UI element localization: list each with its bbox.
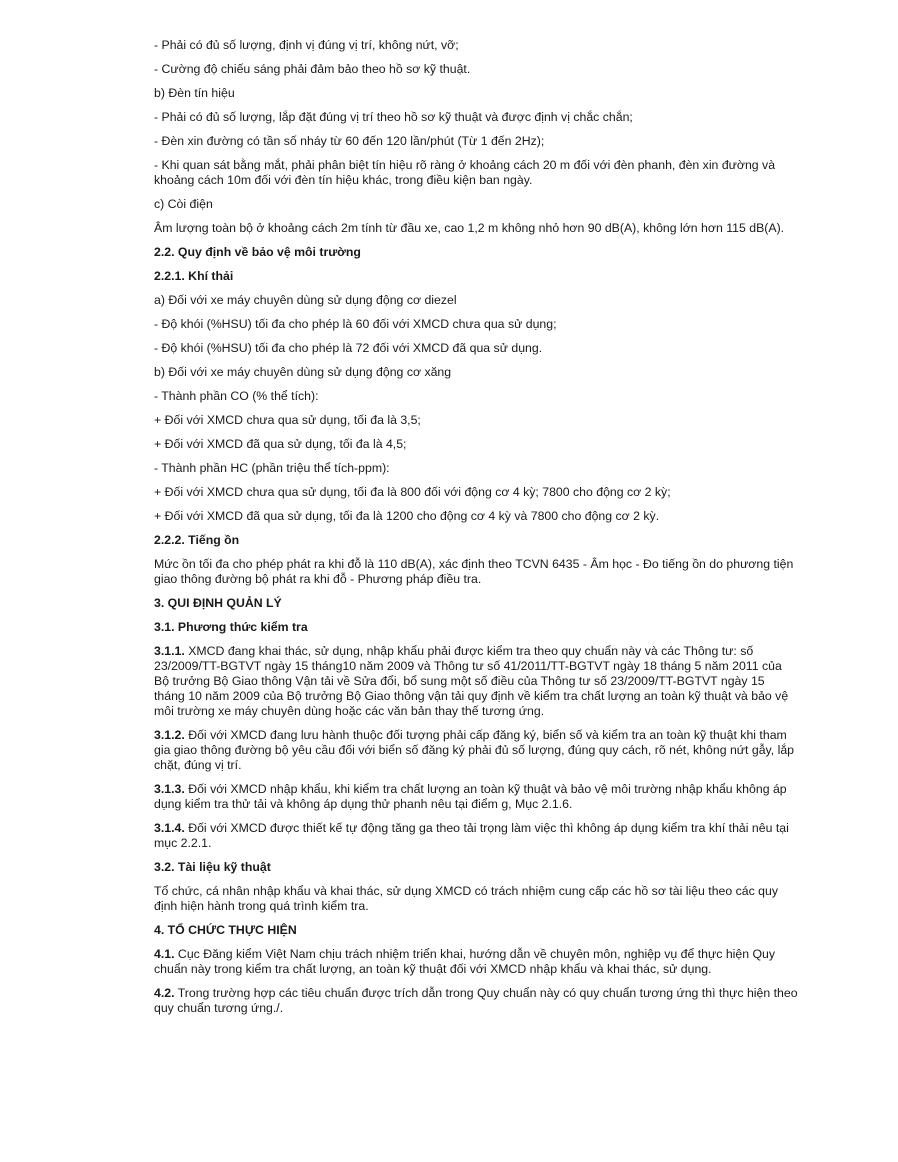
paragraph: Mức ồn tối đa cho phép phát ra khi đỗ là 110 dB(A), xác định theo TCVN 6435 - Âm học - Đo tiếng ồn do phương tiện giao thông đường bộ phát ra khi đỗ - Phương pháp điều tra. — [154, 557, 794, 586]
paragraph-number: 3.1.3. — [154, 782, 185, 796]
paragraph: - Thành phần CO (% thể tích): — [154, 389, 319, 403]
paragraph-number: 4.2. — [154, 986, 175, 1000]
paragraph: Âm lượng toàn bộ ở khoảng cách 2m tính từ đầu xe, cao 1,2 m không nhỏ hơn 90 dB(A), không lớn hơn 115 dB(A). — [154, 221, 785, 235]
paragraph: - Độ khói (%HSU) tối đa cho phép là 60 đối với XMCD chưa qua sử dụng; — [154, 317, 557, 331]
subsection-heading: 2.2.2. Tiếng ồn — [154, 533, 240, 547]
numbered-paragraph — [154, 821, 798, 851]
paragraph: - Phải có đủ số lượng, định vị đúng vị trí, không nứt, vỡ; — [154, 38, 459, 52]
numbered-paragraph — [154, 947, 798, 977]
paragraph: c) Còi điện — [154, 197, 213, 211]
paragraph: b) Đèn tín hiệu — [154, 86, 235, 100]
paragraph-number: 4.1. — [154, 947, 175, 961]
paragraph: + Đối với XMCD đã qua sử dụng, tối đa là 1200 cho động cơ 4 kỳ và 7800 cho động cơ 2 kỳ. — [154, 509, 660, 523]
paragraph-number: 3.1.1. — [154, 644, 185, 658]
paragraph: - Phải có đủ số lượng, lắp đặt đúng vị trí theo hồ sơ kỹ thuật và được định vị chắc chắn; — [154, 110, 633, 124]
paragraph: - Khi quan sát bằng mắt, phải phân biệt tín hiệu rõ ràng ở khoảng cách 20 m đối với đèn phanh, đèn xin đường và khoảng cách 10m đối với đèn tín hiệu khác, trong điều kiện ban ngày. — [154, 158, 776, 187]
paragraph-number: 3.1.2. — [154, 728, 185, 742]
paragraph: + Đối với XMCD chưa qua sử dụng, tối đa là 3,5; — [154, 413, 421, 427]
paragraph: + Đối với XMCD chưa qua sử dụng, tối đa là 800 đối với động cơ 4 kỳ; 7800 cho động cơ 2 kỳ; — [154, 485, 671, 499]
paragraph: b) Đối với xe máy chuyên dùng sử dụng động cơ xăng — [154, 365, 452, 379]
paragraph-text: Trong trường hợp các tiêu chuẩn được trích dẫn trong Quy chuẩn này có quy chuẩn tương ứng thì thực hiện theo quy chuẩn tương ứng./. — [154, 986, 798, 1015]
paragraph-text: XMCD đang khai thác, sử dụng, nhập khẩu phải được kiểm tra theo quy chuẩn này và các Thông tư: số 23/2009/TT-BGTVT ngày 15 tháng10 năm 2009 và Thông tư số 41/2011/TT-BGTVT ngày 18 tháng 5 năm 2011 của Bộ trưởng Bộ Giao thông Vận tải về Sửa đổi, bổ sung một số điều của Thông tư số 23/2009/TT-BGTVT ngày 15 tháng 10 năm 2009 của Bộ trưởng Bộ Giao thông vận tải quy định về kiểm tra chất lượng an toàn kỹ thuật và bảo vệ môi trường xe máy chuyên dùng hoặc các văn bản thay thế tương ứng. — [154, 644, 789, 718]
subsection-heading: 2.2.1. Khí thải — [154, 269, 234, 283]
section-heading: 2.2. Quy định về bảo vệ môi trường — [154, 245, 361, 259]
subsection-heading: 3.1. Phương thức kiểm tra — [154, 620, 308, 634]
paragraph-text: Đối với XMCD được thiết kế tự động tăng ga theo tải trọng làm việc thì không áp dụng kiểm tra khí thải nêu tại mục 2.2.1. — [154, 821, 789, 850]
section-heading: 4. TỔ CHỨC THỰC HIỆN — [154, 923, 297, 937]
numbered-paragraph — [154, 728, 798, 773]
paragraph: - Đèn xin đường có tần số nháy từ 60 đến 120 lần/phút (Từ 1 đến 2Hz); — [154, 134, 545, 148]
numbered-paragraph — [154, 644, 798, 719]
paragraph: a) Đối với xe máy chuyên dùng sử dụng động cơ diezel — [154, 293, 457, 307]
paragraph: - Độ khói (%HSU) tối đa cho phép là 72 đối với XMCD đã qua sử dụng. — [154, 341, 543, 355]
paragraph: - Thành phần HC (phần triệu thể tích-ppm): — [154, 461, 390, 475]
numbered-paragraph — [154, 986, 798, 1016]
paragraph: - Cường độ chiếu sáng phải đảm bảo theo hồ sơ kỹ thuật. — [154, 62, 471, 76]
subsection-heading: 3.2. Tài liệu kỹ thuật — [154, 860, 271, 874]
paragraph-number: 3.1.4. — [154, 821, 185, 835]
section-heading: 3. QUI ĐỊNH QUẢN LÝ — [154, 596, 282, 610]
paragraph-text: Đối với XMCD đang lưu hành thuộc đối tượng phải cấp đăng ký, biển số và kiểm tra an toàn kỹ thuật khi tham gia giao thông đường bộ yêu cầu đối với biển số đăng ký phải đủ số lượng, đúng quy cách, rõ nét, không nứt gẫy, lắp chặt, đúng vị trí. — [154, 728, 795, 772]
paragraph: + Đối với XMCD đã qua sử dụng, tối đa là 4,5; — [154, 437, 407, 451]
paragraph-text: Đối với XMCD nhập khẩu, khi kiểm tra chất lượng an toàn kỹ thuật và bảo vệ môi trường nhập khẩu không áp dụng kiểm tra thử tải và không áp dụng thử phanh nêu tại điểm g, Mục 2.1.6. — [154, 782, 787, 811]
paragraph-text: Cục Đăng kiểm Việt Nam chịu trách nhiệm triển khai, hướng dẫn về chuyên môn, nghiệp vụ để thực hiện Quy chuẩn này trong kiểm tra chất lượng, an toàn kỹ thuật đối với XMCD nhập khẩu và khai thác, sử dụng. — [154, 947, 776, 976]
numbered-paragraph — [154, 782, 798, 812]
paragraph: Tổ chức, cá nhân nhập khẩu và khai thác, sử dụng XMCD có trách nhiệm cung cấp các hồ sơ tài liệu theo các quy định hiện hành trong quá trình kiểm tra. — [154, 884, 779, 913]
